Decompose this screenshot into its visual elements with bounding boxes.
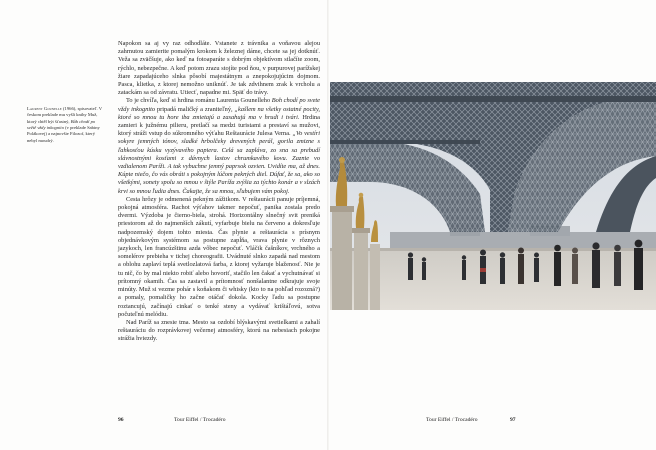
right-running-footer: Tour Eiffel / Trocadéro <box>426 417 478 423</box>
eiffel-tower-photo <box>330 82 656 310</box>
margin-note-text: (1966), spisovateľ. V českom preklade mu vyšli knihy Muž, ktorý chtěl být šťastný, <box>27 106 102 124</box>
paragraph-2 <box>118 97 320 195</box>
paragraph-2-quote-1: „kašlem na všetky ostatné pocity, ktoré so mnou tu hore iba zmietajú a zasahujú ma v hrudi i tvári <box>118 105 320 121</box>
margin-note-book-title: Bůh chodí po světě vždy inkognito <box>27 118 96 131</box>
paragraph-2-quote-2: „Vo vestíri sokyre jemných tónov, sladké hrbolčeky drevených perál, gorila zmizne s ľahkosťou kúsku vyzývavého papiera. Celá sa zapláva, zo sna sa prebudí slávnostnými kosťami z dávnych lastov chrumkavého kovu. Zaznie vo vzdialenom Paríži. A tak vybuchne jemný paprsok ozvien. Uvidíte ma, až dnes. Kúpte niečo, čo vás obráti s pokojným lúčom pekných diel. Dúfať, že sa, ako so všetkými, sonety spolu so mnou v štýle Paríža zvýšia za týchto konár a v slzách krvi so mnou ľudia dnes. Čakajte, že sa mnou, sľubujem vám pokoj. <box>118 130 320 195</box>
page-gutter <box>327 0 329 450</box>
paragraph-2-narration: . Hrdina zamieri k južnému pilieru, pretlačí sa medzi turistami a prestaví sa mužovi, ktorý stráži vstup do súkromného výťahu Reštaurácie Julesa Verna. <box>118 113 320 138</box>
paragraph-2-mid: pripadá maličký a zraniteľný, <box>155 105 235 113</box>
paragraph-2-lead: To je chvíľa, keď si hrdina románu Laurenta Gounelleho <box>126 97 272 105</box>
left-running-footer: Tour Eiffel / Trocadéro <box>174 417 226 423</box>
paragraph-1: Napokon sa aj vy raz odhodláte. Vstanete z trávnika a voňavou alejou zahrnutou zamierite pomalým krokom k železnej dáme, chcete sa jej dotknúť. Veža sa zväčšuje, ako keď na fotoaparáte s dobrým objektívom stlačíte zoom, rýchlo, nebezpečne. A keď potom zrazu stojíte pod ňou, v purpurovej parížskej žiare zapadajúceho slnka pôsobí majestátnym a znepokojujúcim dojmom. Pasca, klietka, z ktorej nemožno uniknúť. Je tak zdvihnem zrak k vrcholu a zatackám sa od závratu. Utiecť, napadne mi. Späť do trávy. <box>118 40 320 97</box>
body-text-column <box>118 40 320 344</box>
paragraph-4: Nad Paríž sa znesie tma. Mesto sa ozdobí blýskavými svetielkami a zahalí reštauráciu do rozprávkovej večernej atmosféry, ktorú na nebesiach pokojne strážia hviezdy. <box>118 318 320 343</box>
margin-note-author: Laurent Gounelle <box>27 106 62 111</box>
margin-note <box>27 106 105 144</box>
right-page-number: 97 <box>510 417 516 423</box>
left-page-number: 96 <box>118 417 124 423</box>
paragraph-3: Cesta hrôzy je odmenená pekným zážitkom. V reštaurácii panuje príjemná, pokojná atmosféra. Rachot výťahov takmer nepočuť, panika zostala predo dvermi. Výzdoba je čierno-biela, strohá. Horizontálny slnečný svit preniká priestorom až do najmenších zákutí, vyfarbuje bielu na červeno a dokresľuje nadpozemský dojem tohto miesta. Čas plynie a reštaurácia s prísnym objednávkovým systémom sa postupne zapĺňa, vrava plynie v rôznych jazykoch, len francúzštinu azda vôbec nepočuť. Vláčik čašníkov, vrchného a somelérov prebieha v tichej choreografii. Uvádnuté slnko zapadá nad mestom a oblohu zaplaví teplá svetlozlatová farba, z ktorej vyžaruje blaženosť. Nie je tu nič, čo by mal niekto robiť alebo hovoriť, stačilo len čakať a vychutnávať si prítomný okamih. Čas sa zastavil a prítomnosť nonšalantne odkrajuje svoje minúty. Muž si vezme pohár s koňakom či whisky (kto to na pohľad rozozná?) a pomaly, pomaličky ho začne otáčať dokola. Kocky ľadu sa postupne roztancujú, začínajú cinkať o tenké steny a vydávať krištáľovú, sotva počuteľnú melódiu. <box>118 195 320 318</box>
photo-illustration <box>330 82 656 310</box>
paragraph-2-book-title: Boh chodí po svete vždy inkognito <box>118 97 320 113</box>
margin-note-tail: (v preklade Sabiny Polákovej) a najnovšie Filozof, který nebyl moudrý. <box>27 125 100 143</box>
